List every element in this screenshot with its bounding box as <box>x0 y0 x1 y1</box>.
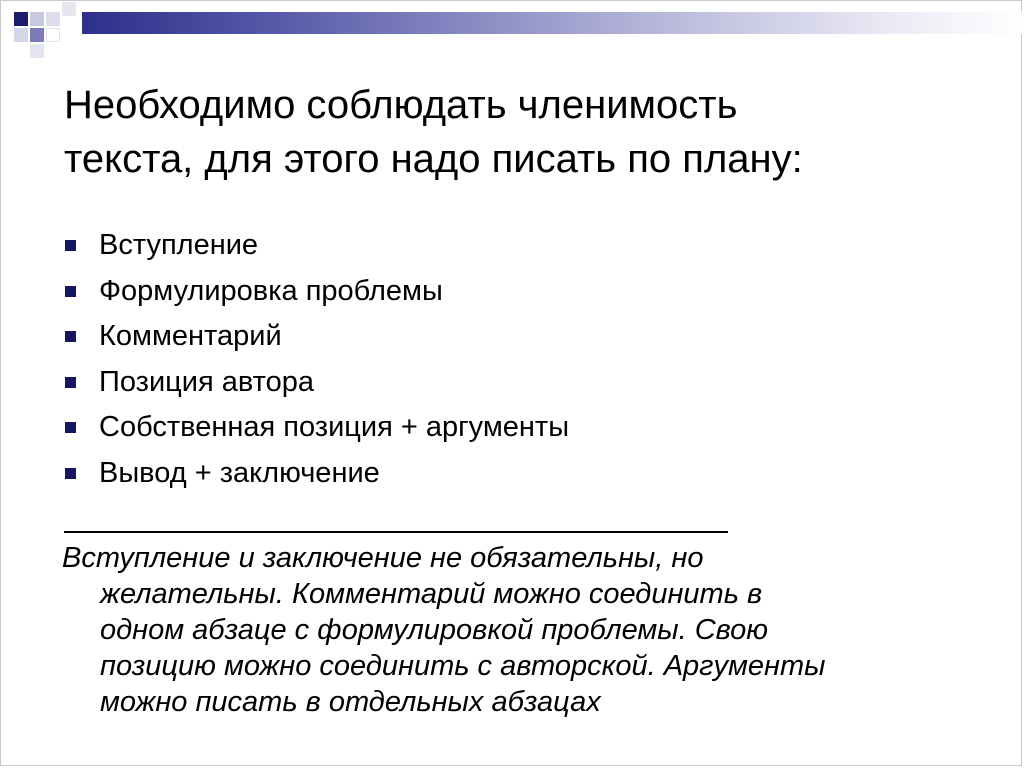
separator-line <box>64 531 728 533</box>
plan-item-commentary <box>62 315 569 361</box>
title-line-1: Необходимо соблюдать членимость <box>64 83 738 127</box>
deco-square-7 <box>46 28 60 42</box>
square-bullet-icon <box>65 286 76 297</box>
square-bullet-icon <box>65 240 76 251</box>
plan-item-author-position <box>62 361 569 407</box>
deco-square-6 <box>30 28 44 42</box>
footnote-line-1: Вступление и заключение не обязательны, но <box>62 542 704 574</box>
square-bullet-icon <box>65 331 76 342</box>
plan-item-own-position <box>62 406 569 452</box>
plan-list <box>62 224 569 497</box>
deco-square-1 <box>14 12 28 26</box>
plan-item-label: Комментарий <box>99 320 282 352</box>
footnote-line-3: одном абзаце с формулировкой проблемы. Свою <box>100 614 769 646</box>
plan-item-label: Позиция автора <box>99 365 314 398</box>
plan-item-label: Вступление <box>99 229 259 261</box>
header-gradient-bar <box>82 12 1024 34</box>
square-bullet-icon <box>65 468 76 479</box>
deco-square-4 <box>62 2 76 16</box>
deco-square-8 <box>30 44 44 58</box>
plan-item-introduction <box>62 224 569 270</box>
footnote-line-4: позицию можно соединить с авторской. Аргументы <box>100 650 826 682</box>
plan-item-conclusion <box>62 452 569 498</box>
deco-square-2 <box>30 12 44 26</box>
slide-title <box>64 78 964 186</box>
plan-item-label: Собственная позиция + аргументы <box>99 411 570 443</box>
square-bullet-icon <box>65 422 76 433</box>
plan-item-label: Вывод + заключение <box>99 456 380 489</box>
footnote-line-2: желательны. Комментарий можно соединить в <box>100 578 763 610</box>
deco-square-5 <box>14 28 28 42</box>
footnote <box>62 540 982 720</box>
square-bullet-icon <box>65 377 76 388</box>
title-line-2: текста, для этого надо писать по плану: <box>64 137 803 181</box>
plan-item-label: Формулировка проблемы <box>99 274 443 307</box>
plan-item-problem <box>62 270 569 316</box>
footnote-line-5: можно писать в отдельных абзацах <box>100 686 601 718</box>
deco-square-3 <box>46 12 60 26</box>
